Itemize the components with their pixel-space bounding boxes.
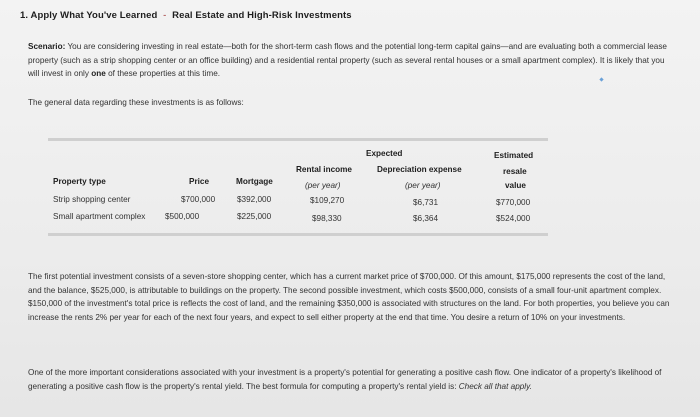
header-property-type: Property type (53, 177, 106, 186)
row1-rental-income: $109,270 (310, 196, 345, 205)
general-data-intro: The general data regarding these investments is as follows: (28, 98, 244, 107)
table-top-rule (48, 138, 548, 141)
header-expected: Expected (366, 149, 403, 158)
check-all-instruction: Check all that apply. (458, 381, 532, 391)
header-resale: resale (503, 167, 527, 176)
cash-flow-paragraph (28, 366, 678, 393)
row2-property-type: Small apartment complex (53, 212, 146, 221)
question-title (20, 10, 352, 21)
investment-description-paragraph: The first potential investment consists of a seven-store shopping center, which has a current market price of $700,000. Of this amount, $175,000 represents the cost of the land, and the balance, $525,000, is attributable to buildings on the property. The second possible investment, which costs $500,000, consists of a small four-unit apartment complex. $150,000 of the investment's total price is reflects the cost of land, and the remaining $350,000 is associated with structures on the land. For both properties, you believe you can increase the rents 2% per year for each of the next four years, and expect to sell either property at the end that time. You desire a return of 10% on your investments. (28, 272, 670, 322)
header-rental-per-year: (per year) (305, 181, 341, 190)
scenario-bold-word: one (91, 69, 106, 78)
row2-mortgage: $225,000 (237, 212, 272, 221)
table-bottom-rule (48, 233, 548, 236)
question-subtitle: Real Estate and High-Risk Investments (172, 10, 352, 21)
header-value: value (505, 181, 526, 190)
scenario-text-b: of these properties at this time. (105, 69, 221, 78)
row1-resale: $770,000 (496, 198, 531, 207)
header-rental-income: Rental income (296, 165, 352, 174)
row1-property-type: Strip shopping center (53, 195, 131, 204)
scenario-label: Scenario: (28, 42, 66, 51)
row2-price: $500,000 (165, 212, 200, 221)
cash-flow-text: One of the more important considerations associated with your investment is a property's potential for generating a positive cash flow. One indicator of a property's likelihood of generating a positive cash flow is the property's rental yield. The best formula for computing a property's rental yield is: (28, 368, 662, 391)
decorative-dot (599, 77, 603, 81)
row1-price: $700,000 (181, 195, 216, 204)
scenario-paragraph (28, 40, 668, 81)
row2-resale: $524,000 (496, 214, 531, 223)
header-depreciation: Depreciation expense (377, 165, 462, 174)
header-depreciation-per-year: (per year) (405, 181, 441, 190)
row2-rental-income: $98,330 (312, 214, 342, 223)
row1-mortgage: $392,000 (237, 195, 272, 204)
question-main-title: Apply What You've Learned (30, 10, 158, 21)
header-price: Price (189, 177, 210, 186)
row2-depreciation: $6,364 (413, 214, 439, 223)
header-estimated: Estimated (494, 151, 534, 160)
scenario-text-a: You are considering investing in real estate—both for the short-term cash flows and the potential long-term capital gains—and are evaluating both a commercial lease property (such as a strip shopping center or an office building) and a residential rental property (such as several rental houses or a small apartment complex). It is likely that you will invest in only (28, 42, 667, 78)
header-mortgage: Mortgage (236, 177, 273, 186)
question-number: 1. (20, 10, 29, 21)
row1-depreciation: $6,731 (413, 198, 439, 207)
title-separator: - (163, 10, 167, 21)
